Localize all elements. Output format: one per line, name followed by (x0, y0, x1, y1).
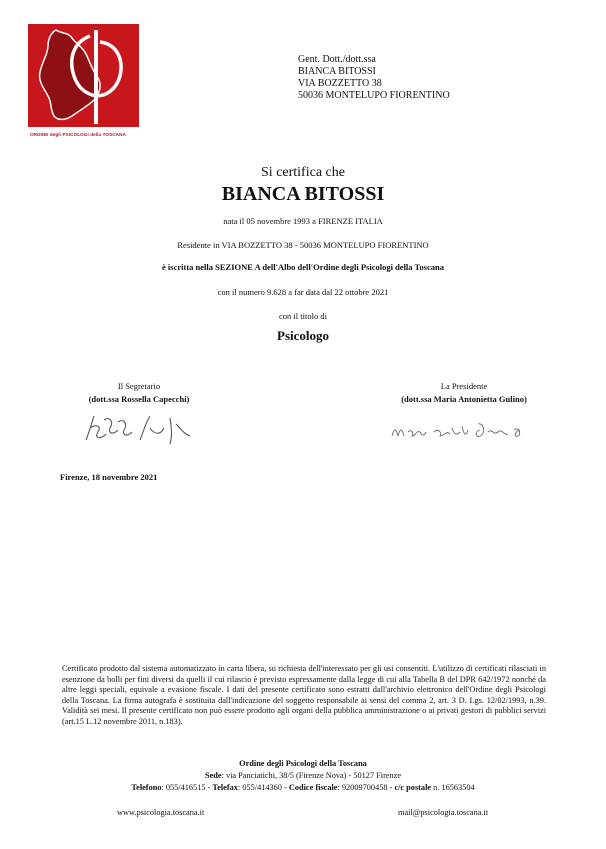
recipient-city: 50036 MONTELUPO FIORENTINO (298, 90, 450, 101)
org-logo (28, 24, 139, 127)
issue-date: Firenze, 18 novembre 2021 (60, 472, 158, 482)
secretary-signature-icon (80, 410, 198, 452)
email-link[interactable]: mail@psicologia.toscana.it (398, 808, 489, 817)
president-role: La Presidente (440, 381, 488, 391)
certify-intro: Si certifica che (261, 165, 345, 180)
logo-caption: ORDINE degli PSICOLOGI della TOSCANA (30, 132, 126, 137)
footer-numbers (0, 782, 606, 794)
residence-info: Residente in VIA BOZZETTO 38 - 50036 MONTELUPO FIORENTINO (177, 240, 429, 250)
sede-value: : via Panciatichi, 38/5 (Firenze Nova) - 50127 Firenze (221, 771, 402, 780)
disclaimer-text: Certificato prodotto dal sistema automatizzato in carta libera, su richiesta dell'interessato per gli usi consentiti. L'utilizzo di certificati rilasciati in esenzione da bolli per fini diversi da quelli il cui rilascio è previsto espressamente dalla legge di cui alla Tabella B del DPR 642/1972 nonché da altre leggi speciali, equivale a evasione fiscale. I dati del presente certificato sono estratti dall'archivio elettronico dell'Ordine degli Psicologi della Toscana. La firma autografa è sostituita dall'indicazione del soggetto responsabile ai sensi del comma 2, art. 3 D. Lgs. 12/02/1993, n.39. Validità sei mesi. Il presente certificato non può essere prodotto agli organi della pubblica amministrazione o ai privati gestori di pubblici servizi (art.15 L.12 novembre 2011, n.183). (62, 664, 546, 726)
professional-title: Psicologo (277, 328, 329, 343)
title-intro: con il titolo di (279, 311, 327, 321)
president-signature-block (374, 381, 554, 404)
sede-label: Sede (204, 771, 222, 780)
president-name: (dott.ssa Maria Antonietta Gulino) (401, 394, 527, 404)
cc-value: n. 16563504 (431, 783, 475, 792)
secretary-role: Il Segretario (117, 381, 161, 391)
enrollment-text-c: dell'Albo dell'Ordine degli Psicologi della Toscana (260, 262, 444, 272)
recipient-name: BIANCA BITOSSI (298, 66, 376, 77)
cf-label: Codice fiscale (288, 783, 338, 792)
tel-label: Telefono (131, 783, 162, 792)
recipient-salutation: Gent. Dott./dott.ssa (298, 54, 376, 65)
secretary-signature-block (60, 381, 218, 404)
registration-number: con il numero 9.628 a far data dal 22 ottobre 2021 (217, 287, 389, 297)
enrollment-text-a: è iscritta nella (162, 262, 216, 272)
enrollment-section: SEZIONE A (215, 262, 261, 272)
fax-value: : 055/414360 - (237, 783, 289, 792)
footer-contact (0, 758, 606, 794)
certified-name: BIANCA BITOSSI (221, 183, 385, 205)
tel-value: : 055/416515 - (161, 783, 213, 792)
enrollment-info (0, 262, 606, 272)
fax-label: Telefax (212, 783, 238, 792)
recipient-address (298, 54, 450, 102)
website-link[interactable]: www.psicologia.toscana.it (117, 808, 205, 817)
recipient-street: VIA BOZZETTO 38 (298, 78, 382, 89)
secretary-name: (dott.ssa Rossella Capecchi) (88, 394, 190, 404)
birth-info: nata il 05 novembre 1993 a FIRENZE ITALIA (223, 216, 383, 226)
cf-value: : 92009700458 - (337, 783, 395, 792)
footer-address (0, 770, 606, 782)
footer-org-name: Ordine degli Psicologi della Toscana (239, 759, 367, 768)
cc-label: c/c postale (394, 783, 432, 792)
psi-tuscany-icon (28, 24, 139, 127)
president-signature-icon (388, 414, 538, 444)
